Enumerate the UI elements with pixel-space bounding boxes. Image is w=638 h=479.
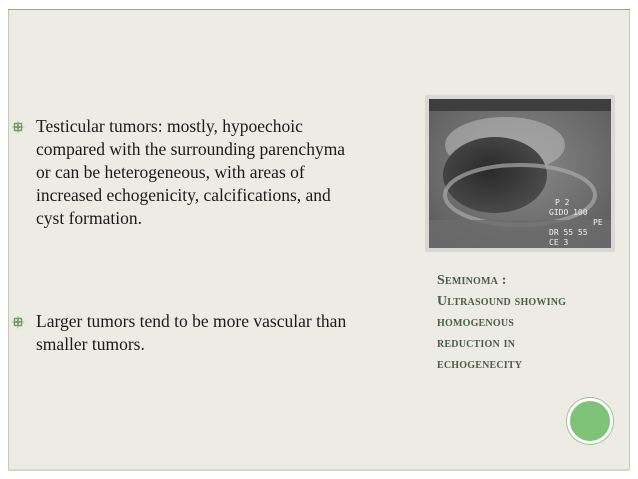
caption-line-5: echogenecity — [437, 357, 523, 372]
image-overlay-2: GIDO 100 — [549, 208, 588, 217]
image-caption — [437, 270, 622, 375]
bullet-1-text — [36, 115, 428, 230]
decorative-circle-icon — [567, 398, 613, 444]
image-overlay-4: DR 55 55 — [549, 228, 588, 237]
image-overlay-5: CE 3 — [549, 238, 569, 247]
bullet-1 — [10, 115, 410, 235]
bullet-1-line-4: increased echogenicity, calcifications, and — [36, 185, 331, 205]
ultrasound-image — [425, 95, 615, 252]
bullet-2-text — [36, 310, 428, 356]
bullet-1-line-5: cyst formation. — [36, 208, 142, 228]
bottom-rule — [8, 469, 630, 471]
bullet-marker-icon — [10, 310, 26, 333]
bullet-1-line-2: compared with the surrounding parenchyma — [36, 139, 346, 159]
bullet-1-line-1: Testicular tumors: mostly, hypoechoic — [36, 116, 303, 136]
caption-line-1: Seminoma : — [437, 273, 507, 288]
bullet-marker-icon — [10, 115, 26, 138]
image-overlay-3: PE — [593, 218, 603, 227]
bullet-1-line-3: or can be heterogeneous, with areas of — [36, 162, 305, 182]
caption-line-3: homogenous — [437, 315, 515, 330]
bullet-2-line-1: Larger tumors tend to be more vascular than — [36, 311, 347, 331]
caption-line-4: reduction in — [437, 336, 516, 351]
top-rule — [8, 9, 630, 10]
caption-line-2: Ultrasound showing — [437, 294, 567, 309]
bullet-2-line-2: smaller tumors. — [36, 334, 145, 354]
image-overlay-1: P 2 — [555, 198, 570, 207]
bullet-2 — [10, 310, 410, 360]
